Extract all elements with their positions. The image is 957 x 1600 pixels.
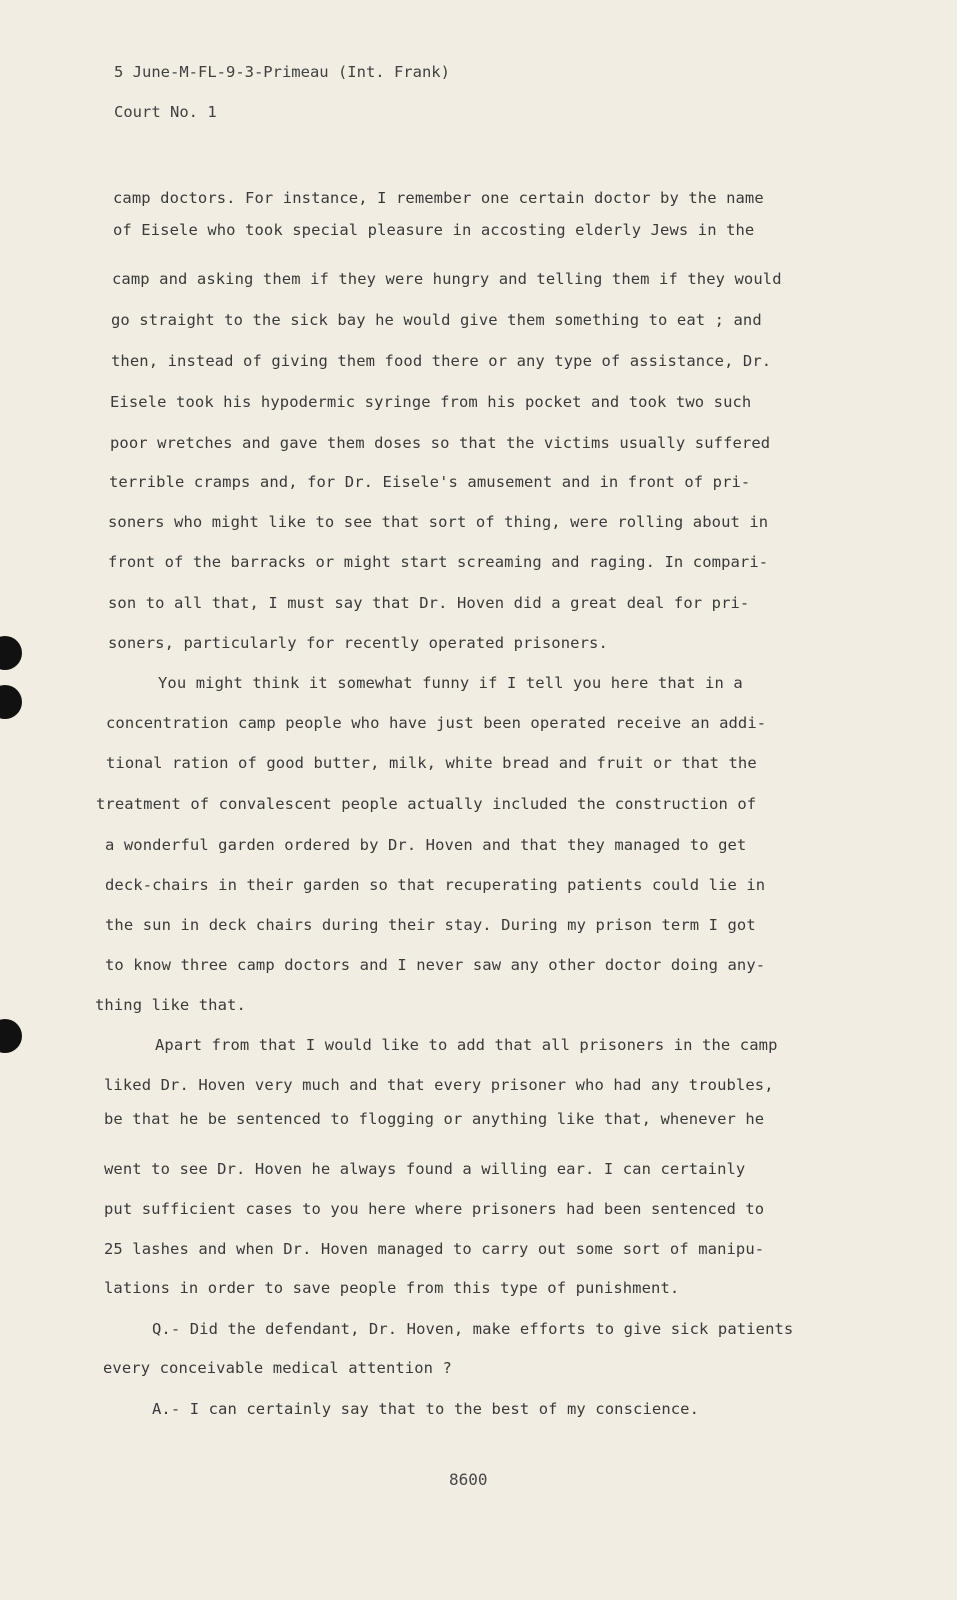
body-line: lations in order to save people from this type of punishment. [104, 1279, 680, 1297]
body-line: go straight to the sick bay he would give them something to eat ; and [111, 311, 762, 329]
body-line: son to all that, I must say that Dr. Hoven did a great deal for pri- [108, 594, 750, 612]
body-line: went to see Dr. Hoven he always found a willing ear. I can certainly [104, 1160, 746, 1178]
body-line: then, instead of giving them food there or any type of assistance, Dr. [111, 352, 772, 370]
question-line: Q.- Did the defendant, Dr. Hoven, make efforts to give sick patients [152, 1320, 794, 1338]
body-line: Apart from that I would like to add that all prisoners in the camp [155, 1036, 778, 1054]
binder-hole-mark [0, 636, 22, 670]
body-line: 25 lashes and when Dr. Hoven managed to carry out some sort of manipu- [104, 1240, 765, 1258]
body-line: liked Dr. Hoven very much and that every prisoner who had any troubles, [104, 1076, 774, 1094]
page-number: 8600 [449, 1470, 488, 1489]
body-line: soners, particularly for recently operated prisoners. [108, 634, 608, 652]
body-line: concentration camp people who have just been operated receive an addi- [106, 714, 767, 732]
body-line: deck-chairs in their garden so that recuperating patients could lie in [105, 876, 766, 894]
body-line: a wonderful garden ordered by Dr. Hoven and that they managed to get [105, 836, 747, 854]
court-number: Court No. 1 [114, 103, 217, 121]
body-line: soners who might like to see that sort of thing, were rolling about in [108, 513, 769, 531]
body-line: Eisele took his hypodermic syringe from his pocket and took two such [110, 393, 752, 411]
document-reference: 5 June-M-FL-9-3-Primeau (Int. Frank) [114, 63, 450, 81]
binder-hole-mark [0, 685, 22, 719]
body-line: to know three camp doctors and I never saw any other doctor doing any- [105, 956, 766, 974]
body-line: front of the barracks or might start screaming and raging. In compari- [108, 553, 769, 571]
body-line: You might think it somewhat funny if I tell you here that in a [158, 674, 743, 692]
body-line: camp doctors. For instance, I remember one certain doctor by the name [113, 189, 764, 207]
body-line: thing like that. [95, 996, 246, 1014]
answer-line: A.- I can certainly say that to the best of my conscience. [152, 1400, 700, 1418]
body-line: the sun in deck chairs during their stay. During my prison term I got [105, 916, 756, 934]
body-line: tional ration of good butter, milk, white bread and fruit or that the [106, 754, 757, 772]
body-line: treatment of convalescent people actually included the construction of [96, 795, 757, 813]
body-line: camp and asking them if they were hungry and telling them if they would [112, 270, 782, 288]
body-line: poor wretches and gave them doses so that the victims usually suffered [110, 434, 771, 452]
question-line: every conceivable medical attention ? [103, 1359, 452, 1377]
binder-hole-mark [0, 1019, 22, 1053]
body-line: be that he be sentenced to flogging or anything like that, whenever he [104, 1110, 765, 1128]
body-line: put sufficient cases to you here where prisoners had been sentenced to [104, 1200, 765, 1218]
body-line: of Eisele who took special pleasure in accosting elderly Jews in the [113, 221, 755, 239]
body-line: terrible cramps and, for Dr. Eisele's amusement and in front of pri- [109, 473, 751, 491]
